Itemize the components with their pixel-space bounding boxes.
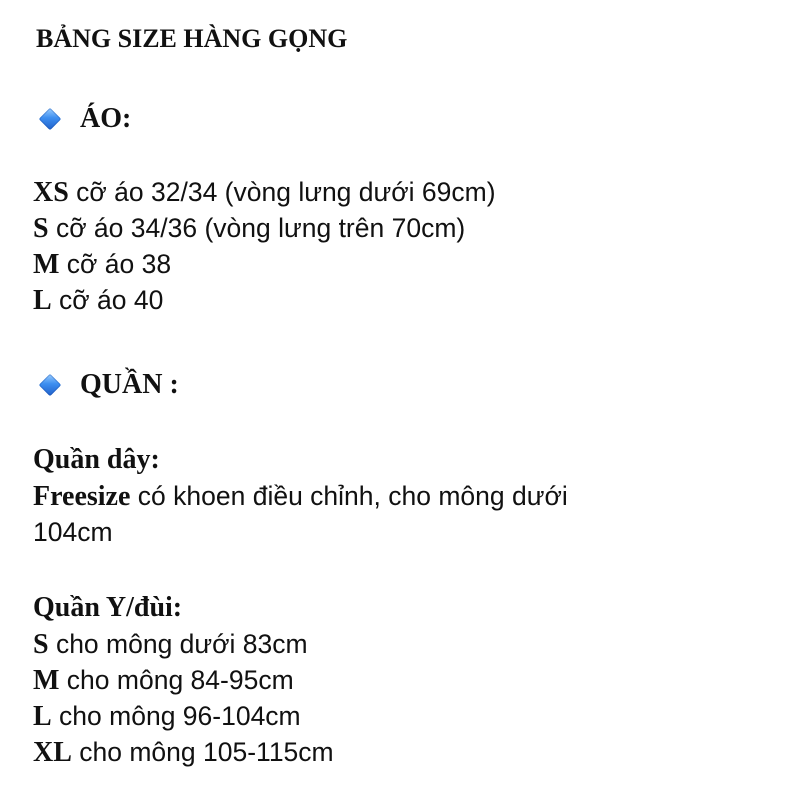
size-code: M <box>33 249 60 280</box>
list-item <box>33 210 496 246</box>
size-desc: có khoen điều chỉnh, cho mông dưới <box>130 481 568 511</box>
list-item <box>33 698 334 734</box>
size-desc: cho mông 84-95cm <box>59 665 294 695</box>
subsection-heading <box>33 590 334 626</box>
list-item-continuation <box>33 514 568 550</box>
size-desc: cho mông 105-115cm <box>71 737 334 767</box>
list-item <box>33 282 496 318</box>
size-code: M <box>33 665 60 696</box>
size-code: S <box>33 213 49 244</box>
ao-size-list <box>33 174 496 318</box>
size-code: L <box>33 285 52 316</box>
list-item <box>33 626 334 662</box>
list-item <box>33 662 334 698</box>
section-ao-header <box>36 101 131 137</box>
list-item <box>33 478 568 514</box>
page-title: BẢNG SIZE HÀNG GỌNG <box>36 24 348 53</box>
quan-day-block <box>33 442 568 550</box>
size-desc: cho mông dưới 83cm <box>48 629 308 659</box>
size-desc: cỡ áo 38 <box>59 249 172 279</box>
list-item <box>33 734 334 770</box>
quan-y-dui-block <box>33 590 334 770</box>
size-code: XS <box>33 177 69 208</box>
section-ao-label: ÁO: <box>80 103 132 134</box>
size-desc-continuation: 104cm <box>33 517 113 547</box>
section-quan-label: QUẦN : <box>80 369 179 400</box>
blue-diamond-icon <box>39 374 62 397</box>
subsection-heading <box>33 442 568 478</box>
section-quan-header <box>36 367 179 403</box>
size-code: XL <box>33 737 72 768</box>
list-item <box>33 174 496 210</box>
size-code: Freesize <box>33 481 131 512</box>
size-desc: cỡ áo 34/36 (vòng lưng trên 70cm) <box>48 213 466 243</box>
quan-day-heading: Quần dây: <box>33 444 160 475</box>
size-code: L <box>33 701 52 732</box>
list-item <box>33 246 496 282</box>
size-desc: cỡ áo 32/34 (vòng lưng dưới 69cm) <box>68 177 496 207</box>
size-code: S <box>33 629 49 660</box>
size-desc: cho mông 96-104cm <box>51 701 301 731</box>
quan-y-dui-heading: Quần Y/đùi: <box>33 592 183 623</box>
size-desc: cỡ áo 40 <box>51 285 164 315</box>
blue-diamond-icon <box>39 108 62 131</box>
